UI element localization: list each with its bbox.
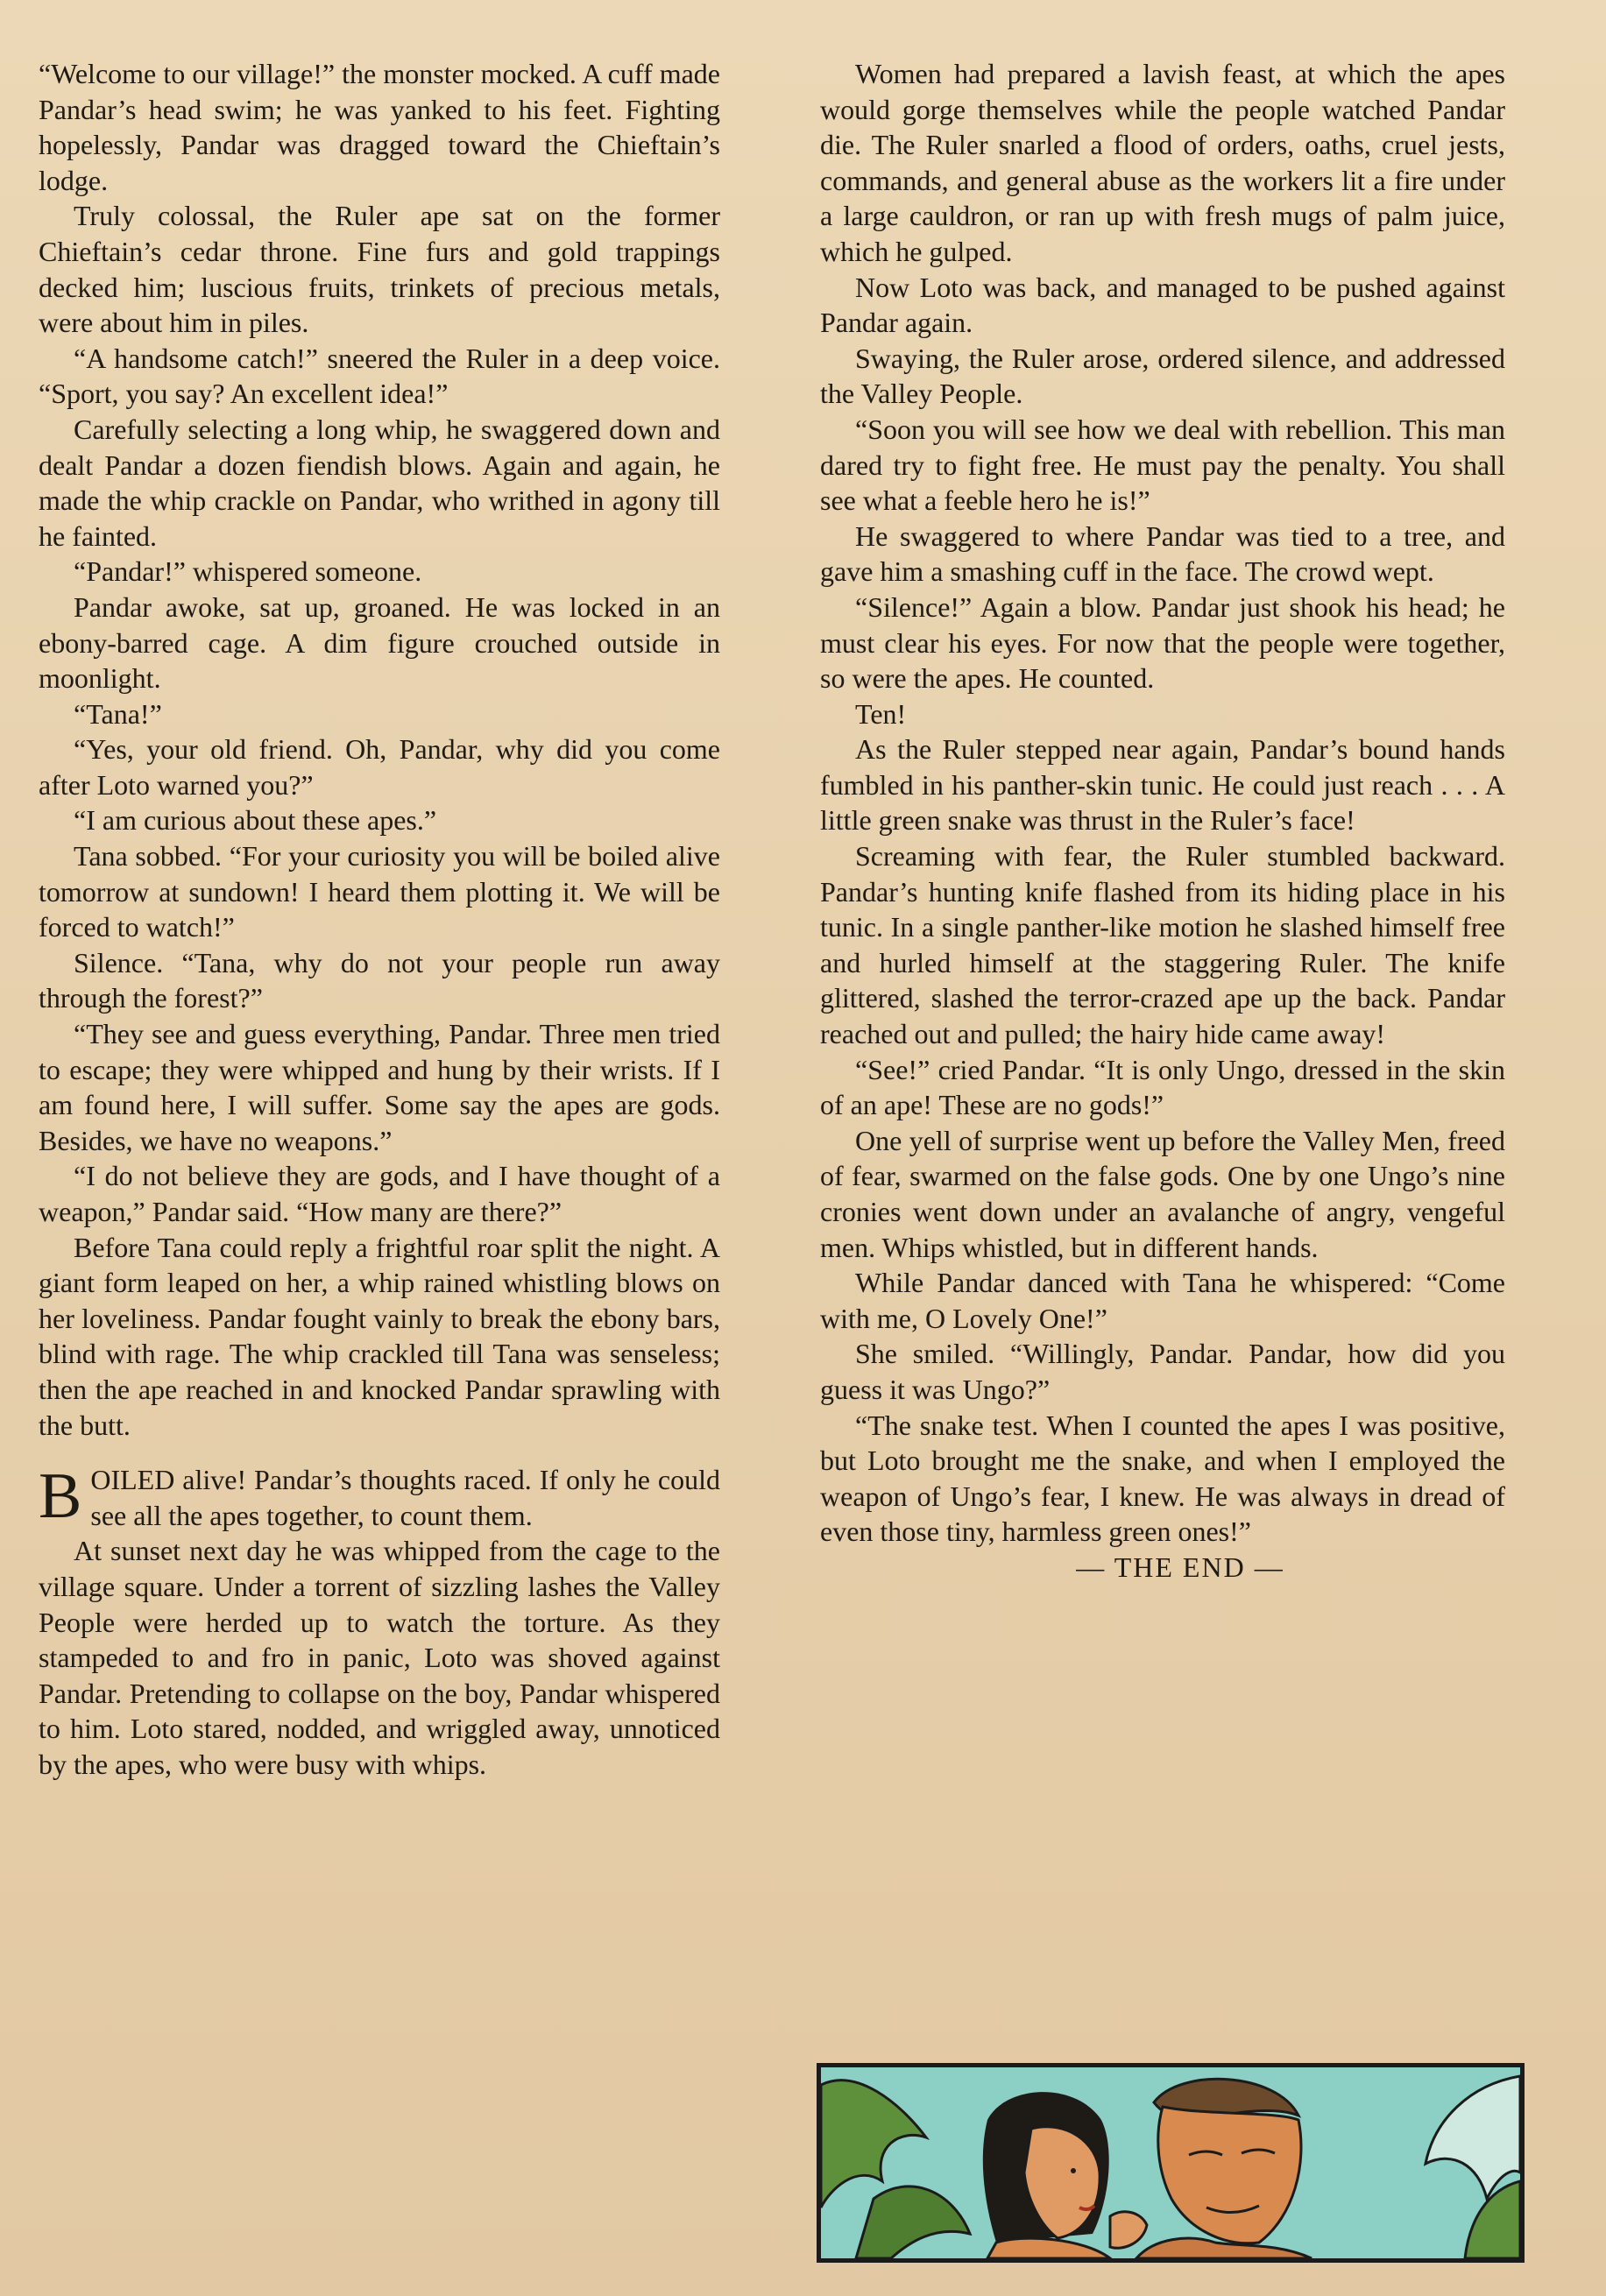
the-end-label: — THE END — [1076,1551,1284,1583]
right-text-column [820,56,1505,1586]
dropcap-text: OILED alive! Pandar’s thoughts raced. If only he could see all the apes together, to count them. [90,1464,720,1531]
paragraph: Tana sobbed. “For your curiosity you will be boiled alive tomorrow at sundown! I heard them plotting it. We will be forced to watch!” [39,840,720,943]
paragraph: Truly colossal, the Ruler ape sat on the former Chieftain’s cedar throne. Fine furs and gold trappings decked him; luscious fruits, trinkets of precious metals, were about him in piles. [39,200,720,339]
paragraph: “I do not believe they are gods, and I have thought of a weapon,” Pandar said. “How many are there?” [39,1160,720,1227]
paragraph: “I am curious about these apes.” [74,804,437,837]
paragraph: While Pandar danced with Tana he whispered: “Come with me, O Lovely One!” [820,1267,1505,1334]
paragraph: “Pandar!” whispered someone. [74,555,422,588]
paragraph: Swaying, the Ruler arose, ordered silence, and addressed the Valley People. [820,342,1505,410]
dropcap-letter: B [39,1460,82,1533]
paragraph: Carefully selecting a long whip, he swaggered down and dealt Pandar a dozen fiendish blows. Again and again, he made the whip crackle on Pandar, who writhed in agony till he fainted. [39,413,720,552]
paragraph: Women had prepared a lavish feast, at which the apes would gorge themselves while the people watched Pandar die. The Ruler snarled a flood of orders, oaths, cruel jests, commands, and general abuse as the workers lit a fire under a large cauldron, or ran up with fresh mugs of palm juice, which he gulped. [820,58,1505,267]
final-comic-panel [817,2063,1525,2263]
paragraph: Screaming with fear, the Ruler stumbled backward. Pandar’s hunting knife flashed from its hiding place in his tunic. In a single panther-like motion he slashed himself free and hurled himself at the staggering Ruler. The knife glittered, slashed the terror-crazed ape up the back. Pandar reached out and pulled; the hairy hide came away! [820,840,1505,1050]
paragraph: One yell of surprise went up before the Valley Men, freed of fear, swarmed on the false gods. One by one Ungo’s nine cronies went down under an avalanche of angry, vengeful men. Whips whistled, but in different hands. [820,1124,1505,1263]
paragraph: Now Loto was back, and managed to be pushed against Pandar again. [820,271,1505,339]
paragraph: “Yes, your old friend. Oh, Pandar, why did you come after Loto warned you?” [39,733,720,801]
paragraph: He swaggered to where Pandar was tied to a tree, and gave him a smashing cuff in the face. The crowd wept. [820,519,1505,588]
paragraph: “Silence!” Again a blow. Pandar just shook his head; he must clear his eyes. For now that the people were together, so were the apes. He counted. [820,590,1505,695]
paragraph: Silence. “Tana, why do not your people run away through the forest?” [39,946,720,1014]
dropcap-paragraph [39,1462,720,1533]
paragraph: “They see and guess everything, Pandar. Three men tried to escape; they were whipped and hung by their wrists. If I am found here, I will suffer. Some say the apes are gods. Besides, we have no weapons.” [39,1018,720,1156]
paragraph: Ten! [855,697,907,730]
left-text-column [39,56,720,1783]
paragraph: “See!” cried Pandar. “It is only Ungo, dressed in the skin of an ape! These are no gods!” [820,1053,1505,1121]
paragraph: As the Ruler stepped near again, Pandar’s bound hands fumbled in his panther-skin tunic. He could just reach . . . A little green snake was thrust in the Ruler’s face! [820,733,1505,837]
paragraph: “A handsome catch!” sneered the Ruler in a deep voice. “Sport, you say? An excellent idea!” [39,342,720,410]
couple-illustration [821,2067,1520,2258]
paragraph: Before Tana could reply a frightful roar split the night. A giant form leaped on her, a whip rained whistling blows on her loveliness. Pandar fought vainly to break the ebony bars, blind with rage. The whip crackled till Tana was senseless; then the ape reached in and knocked Pandar sprawling with the butt. [39,1231,720,1441]
paragraph: “Welcome to our village!” the monster mocked. A cuff made Pandar’s head swim; he was yanked to his feet. Fighting hopelessly, Pandar was dragged toward the Chieftain’s lodge. [39,58,720,196]
paragraph: She smiled. “Willingly, Pandar. Pandar, how did you guess it was Ungo?” [820,1338,1505,1405]
paragraph: At sunset next day he was whipped from the cage to the village square. Under a torrent of sizzling lashes the Valley People were herded up to watch the torture. As they stampeded to and fro in panic, Loto was shoved against Pandar. Pretending to collapse on the boy, Pandar whispered to him. Loto stared, nodded, and wriggled away, unnoticed by the apes, who were busy with whips. [39,1535,720,1780]
paragraph: “Tana!” [74,697,162,730]
paragraph: Pandar awoke, sat up, groaned. He was locked in an ebony-barred cage. A dim figure crouched outside in moonlight. [39,590,720,695]
paragraph: “Soon you will see how we deal with rebellion. This man dared try to fight free. He must pay the penalty. You shall see what a feeble hero he is!” [820,413,1505,517]
paragraph: “The snake test. When I counted the apes I was positive, but Loto brought me the snake, and when I employed the weapon of Ungo’s fear, I knew. He was always in dread of even those tiny, harmless green ones!” [820,1409,1505,1548]
